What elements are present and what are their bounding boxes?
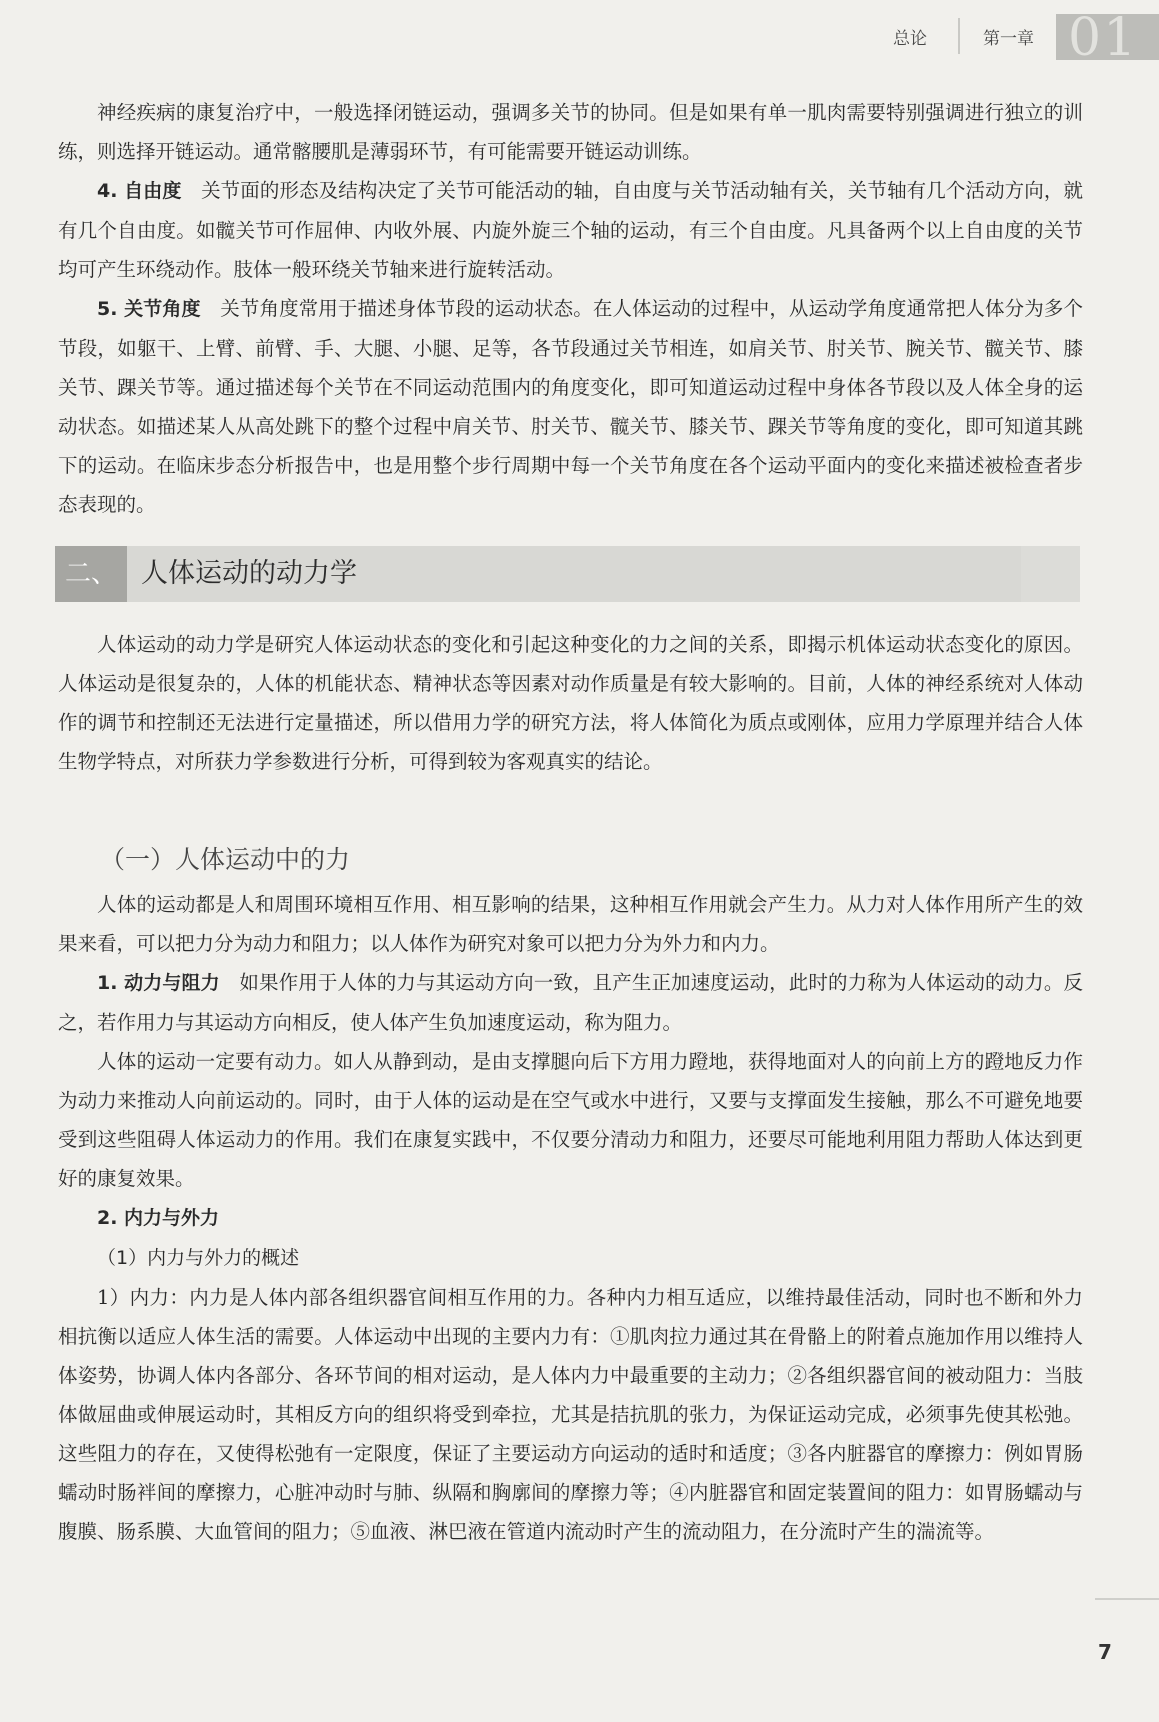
chapter-number: 01 (1068, 14, 1139, 60)
text-power-resistance: 如果作用于人体的力与其运动方向一致，且产生正加速度运动，此时的力称为人体运动的动力。反之，若作用力与其运动方向相反，使人体产生负加速度运动，称为阻力。 (58, 971, 1083, 1034)
paragraph-dynamics-intro: 人体运动的动力学是研究人体运动状态的变化和引起这种变化的力之间的关系，即揭示机体运动状态变化的原因。人体运动是很复杂的，人体的机能状态、精神状态等因素对动作质量是有较大影响的。目前，人体的神经系统对人体动作的调节和控制还无法进行定量描述，所以借用力学的研究方法，将人体简化为质点或刚体，应用力学原理并结合人体生物学特点，对所获力学参数进行分析，可得到较为客观真实的结论。 (58, 633, 1083, 773)
running-header-chapter: 第一章 (983, 29, 1034, 49)
kinematics-continuation (58, 93, 1083, 524)
dynamics-intro (58, 625, 1083, 781)
forces-content (58, 885, 1083, 1551)
paragraph-overview-heading (58, 1238, 1083, 1278)
page-number: 7 (1098, 1640, 1112, 1664)
heading-power-resistance: 1. 动力与阻力 (97, 972, 220, 994)
paragraph-power-resistance (58, 963, 1083, 1042)
heading-internal-external: 2. 内力与外力 (97, 1207, 220, 1229)
section-banner (55, 546, 1080, 602)
paragraph-closed-chain: 神经疾病的康复治疗中，一般选择闭链运动，强调多关节的协同。但是如果有单一肌肉需要特别强调进行独立的训练，则选择开链运动。通常髂腰肌是薄弱环节，有可能需要开链运动训练。 (58, 101, 1083, 163)
paragraph-degrees-of-freedom (58, 171, 1083, 289)
subsection-title: （一）人体运动中的力 (100, 845, 351, 874)
footer-rule (1095, 1598, 1159, 1600)
paragraph-internal-force: 1）内力：内力是人体内部各组织器官间相互作用的力。各种内力相互适应，以维持最佳活动，同时也不断和外力相抗衡以适应人体生活的需要。人体运动中出现的主要内力有：①肌肉拉力通过其在骨骼上的附着点施加作用以维持人体姿势，协调人体内各部分、各环节间的相对运动，是人体内力中最重要的主动力；②各组织器官间的被动阻力：当肢体做屈曲或伸展运动时，其相反方向的组织将受到牵拉，尤其是拮抗肌的张力，为保证运动完成，必须事先使其松弛。这些阻力的存在，又使得松弛有一定限度，保证了主要运动方向运动的适时和适度；③各内脏器官的摩擦力：例如胃肠蠕动时肠袢间的摩擦力，心脏冲动时与肺、纵隔和胸廓间的摩擦力等；④内脏器官和固定装置间的阻力：如胃肠蠕动与腹膜、肠系膜、大血管间的阻力；⑤血液、淋巴液在管道内流动时产生的流动阻力，在分流时产生的湍流等。 (58, 1286, 1083, 1543)
paragraph-internal-external-heading (58, 1198, 1083, 1238)
paragraph-forces-intro: 人体的运动都是人和周围环境相互作用、相互影响的结果，这种相互作用就会产生力。从力对人体作用所产生的效果来看，可以把力分为动力和阻力；以人体作为研究对象可以把力分为外力和内力。 (58, 893, 1083, 955)
chapter-number-badge (1056, 14, 1159, 60)
paragraph-joint-angle (58, 289, 1083, 524)
section-title: 人体运动的动力学 (127, 546, 1021, 602)
running-header-section: 总论 (893, 29, 927, 49)
heading-overview: （1）内力与外力的概述 (97, 1247, 300, 1269)
section-number: 二、 (55, 546, 127, 602)
header-divider (958, 18, 960, 54)
paragraph-need-power: 人体的运动一定要有动力。如人从静到动，是由支撑腿向后下方用力蹬地，获得地面对人的向前上方的蹬地反力作为动力来推动人向前运动的。同时，由于人体的运动是在空气或水中进行，又要与支撑面发生接触，那么不可避免地要受到这些阻碍人体运动力的作用。我们在康复实践中，不仅要分清动力和阻力，还要尽可能地利用阻力帮助人体达到更好的康复效果。 (58, 1050, 1083, 1190)
heading-joint-angle: 5. 关节角度 (97, 298, 201, 320)
heading-degrees-of-freedom: 4. 自由度 (97, 180, 182, 202)
text-degrees-of-freedom: 关节面的形态及结构决定了关节可能活动的轴，自由度与关节活动轴有关，关节轴有几个活动方向，就有几个自由度。如髋关节可作屈伸、内收外展、内旋外旋三个轴的运动，有三个自由度。凡具备两个以上自由度的关节均可产生环绕动作。肢体一般环绕关节轴来进行旋转活动。 (58, 179, 1083, 281)
text-joint-angle: 关节角度常用于描述身体节段的运动状态。在人体运动的过程中，从运动学角度通常把人体分为多个节段，如躯干、上臂、前臂、手、大腿、小腿、足等，各节段通过关节相连，如肩关节、肘关节、腕关节、髋关节、膝关节、踝关节等。通过描述每个关节在不同运动范围内的角度变化，即可知道运动过程中身体各节段以及人体全身的运动状态。如描述某人从高处跳下的整个过程中肩关节、肘关节、髋关节、膝关节、踝关节等角度的变化，即可知道其跳下的运动。在临床步态分析报告中，也是用整个步行周期中每一个关节角度在各个运动平面内的变化来描述被检查者步态表现的。 (58, 297, 1083, 516)
